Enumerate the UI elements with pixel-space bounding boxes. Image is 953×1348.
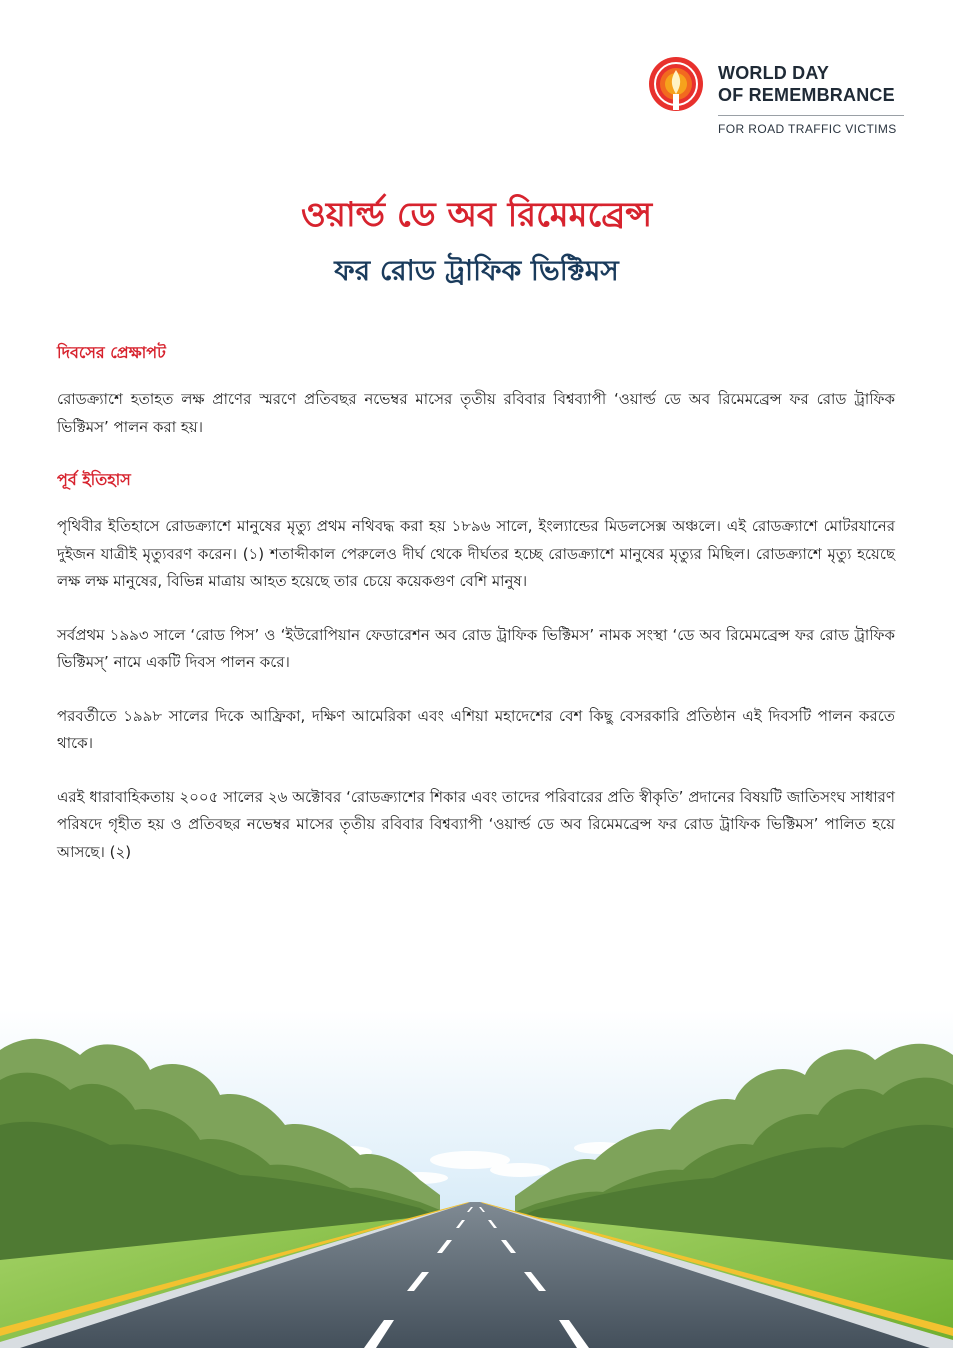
page-subtitle: ফর রোড ট্রাফিক ভিক্টিমস [334,254,619,287]
road-landscape-illustration [0,1010,953,1348]
paragraph: রোডক্র্যাশে হতাহত লক্ষ প্রাণের স্মরণে প্রতিবছর নভেম্বর মাসের তৃতীয় রবিবার বিশ্বব্যাপী ‘ওয়ার্ল্ড ডে অব রিমেমব্রেন্স ফর রোড ট্রাফিক ভিক্টিমস’ পালন করা হয়। [57,390,895,436]
logo-line-2: OF REMEMBRANCE [718,85,895,105]
section-heading-background: দিবসের প্রেক্ষাপট [57,343,166,362]
logo-divider [718,115,904,116]
logo-text [718,62,895,106]
page-title: ওয়ার্ল্ড ডে অব রিমেমব্রেন্স [300,195,653,235]
paragraph: এরই ধারাবাহিকতায় ২০০৫ সালের ২৬ অক্টোবর ‘রোডক্র্যাশের শিকার এবং তাদের পরিবারের প্রতি স্বীকৃতি’ প্রদানের বিষয়টি জাতিসংঘ সাধারণ পরিষদে গৃহীত হয় ও প্রতিবছর নভেম্বর মাসের তৃতীয় রবিবার বিশ্বব্যাপী ‘ওয়ার্ল্ড ডে অব রিমেমব্রেন্স ফর রোড ট্রাফিক ভিক্টিমস’ পালিত হয়ে আসছে। (২) [57,787,895,861]
paragraph: পৃথিবীর ইতিহাসে রোডক্র্যাশে মানুষের মৃত্যু প্রথম নথিবদ্ধ করা হয় ১৮৯৬ সালে, ইংল্যান্ডের মিডলসেক্স অঞ্চলে। এই রোডক্র্যাশে মোটরযানের দুইজন যাত্রীই মৃত্যুবরণ করেন। (১) শতাব্দীকাল পেরুলেও দীর্ঘ থেকে দীর্ঘতর হচ্ছে রোডক্র্যাশে মানুষের মৃত্যুর মিছিল। রোডক্র্যাশে মৃত্যু হয়েছে লক্ষ লক্ষ মানুষের, বিভিন্ন মাত্রায় আহত হয়েছে তার চেয়ে কয়েকগুণ বেশি মানুষ। [57,517,895,590]
paragraph: পরবর্তীতে ১৯৯৮ সালের দিকে আফ্রিকা, দক্ষিণ আমেরিকা এবং এশিয়া মহাদেশের বেশ কিছু বেসরকারি প্রতিষ্ঠান এই দিবসটি পালন করতে থাকে। [57,706,895,752]
section-heading-history: পূর্ব ইতিহাস [57,470,131,489]
logo-subtitle: FOR ROAD TRAFFIC VICTIMS [718,122,897,136]
paragraph: সর্বপ্রথম ১৯৯৩ সালে ‘রোড পিস’ ও ‘ইউরোপিয়ান ফেডারেশন অব রোড ট্রাফিক ভিক্টিমস’ নামক সংস্থা ‘ডে অব রিমেমব্রেন্স ফর রোড ট্রাফিক ভিক্টিমস্’ নামে একটি দিবস পালন করে। [57,625,895,671]
logo [648,56,918,146]
article-body [57,340,895,892]
candle-flame-icon [648,56,704,112]
logo-line-1: WORLD DAY [718,63,830,83]
